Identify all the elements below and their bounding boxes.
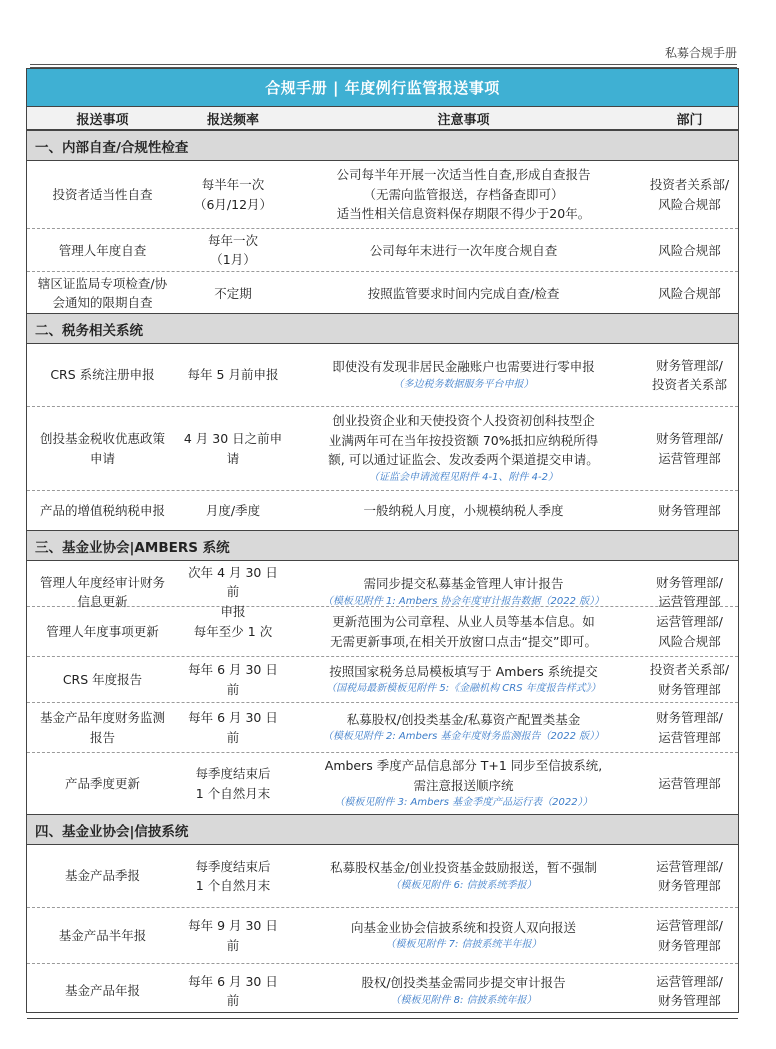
cell-department [639,161,740,228]
cell-notes [288,703,639,752]
cell-item [27,344,178,406]
department-text: 投资者关系部 [651,377,727,392]
cell-frequency [178,845,288,907]
frequency-text: 每季度结束后 [195,858,271,874]
frequency-text: 4 月 30 日之前申 [183,431,283,447]
frequency-text: 次年 4 月 30 日前 [188,565,278,600]
cell-frequency [178,753,288,814]
cell-item [27,607,178,656]
cell-frequency [178,657,288,702]
cell-frequency [178,491,288,530]
department-text: 运营管理部 [658,775,721,791]
table-row [27,272,738,314]
note-text: 需注意报送顺序统 [413,777,514,793]
item-text: 基金产品季报 [64,868,140,884]
table-row [27,607,738,657]
cell-notes [288,272,639,315]
frequency-text: 每年 5 月前申报 [187,367,279,383]
item-text: 基金产品年报 [64,983,140,999]
department-text: 财务管理部/ [656,357,723,373]
note-reference: （国税局最新模板见附件 5:《金融机构 CRS 年度报告样式》） [326,683,601,695]
note-text: 股权/创投类基金需同步提交审计报告 [361,975,566,991]
frequency-text: 每年 6 月 30 日前 [188,973,278,1008]
department-text: 运营管理部/ [656,918,723,934]
item-text: CRS 年度报告 [62,671,143,687]
cell-item [27,407,178,490]
column-header-notes: 注意事项 [437,112,490,128]
note-reference: （多边税务数据服务平台申报） [393,378,534,390]
table-row [27,753,738,815]
section-heading: 四、基金业协会|信披系统 [27,815,738,845]
note-text: 无需更新事项,在相关开放窗口点击“提交”即可。 [330,633,597,649]
cell-notes [288,607,639,656]
column-header-department: 部门 [676,112,703,128]
cell-frequency [178,161,288,228]
department-text: 财务管理部 [658,502,721,518]
section-heading: 二、税务相关系统 [27,314,738,344]
note-text: 按照监管要求时间内完成自查/检查 [367,285,560,301]
frequency-text: 请 [226,450,240,466]
department-text: 财务管理部 [658,937,721,953]
item-text: 管理人年度经审计财务 [39,574,165,590]
frequency-text: 1 个自然月末 [195,878,271,893]
column-header-frequency: 报送频率 [206,112,259,128]
note-reference: （模板见附件 8: 信披系统年报） [390,994,537,1006]
frequency-text: 每季度结束后 [195,766,271,782]
cell-department [639,908,740,963]
item-text: 辖区证监局专项检查/协 [37,276,168,291]
frequency-text: 每年 6 月 30 日前 [188,710,278,745]
department-text: 运营管理部/ [656,614,723,630]
department-text: 投资者关系部/ [649,177,730,193]
frequency-text: 每半年一次 [201,177,265,193]
cell-department [639,703,740,752]
note-text: 额, 可以通过证监会、发改委两个渠道提交申请。 [328,452,599,468]
item-text: 基金产品年度财务监测 [39,710,165,726]
item-text: 会通知的限期自查 [52,295,153,311]
item-text: 投资者适当性自查 [52,186,153,202]
note-reference: （证监会申请流程见附件 4-1、附件 4-2） [368,471,559,483]
note-text: （无需向监管报送，存档备查即可） [363,186,564,202]
table-row [27,344,738,407]
column-header-row [27,107,738,131]
department-text: 投资者关系部/ [649,662,730,678]
department-text: 运营管理部 [658,594,721,610]
frequency-text: （6月/12月） [193,196,273,212]
cell-frequency [178,703,288,752]
frequency-text: 申报 [220,603,246,619]
item-text: 报告 [89,729,115,745]
note-reference: （模板见附件 7: 信披系统半年报） [385,939,542,951]
running-header: 私募合规手册 [30,44,737,65]
cell-frequency [178,272,288,315]
department-text: 运营管理部/ [656,858,723,874]
table-body [27,131,738,1019]
note-text: 私募股权/创投类基金/私募资产配置类基金 [346,711,581,727]
note-reference: （模板见附件 2: Ambers 基金年度财务监测报告（2022 版）） [322,731,605,743]
frequency-text: 每年 9 月 30 日前 [188,918,278,953]
table-row [27,964,738,1019]
department-text: 风险合规部 [658,633,721,649]
cell-notes [288,753,639,814]
table-row [27,845,738,908]
cell-frequency [178,607,288,656]
table-row [27,161,738,229]
table-row [27,703,738,753]
cell-department [639,657,740,702]
item-text: CRS 系统注册申报 [50,367,155,383]
cell-department [639,753,740,814]
frequency-text: 每年至少 1 次 [193,623,273,639]
frequency-text: 不定期 [214,285,252,301]
note-reference: （模板见附件 3: Ambers 基金季度产品运行表（2022）） [334,796,593,808]
compliance-table [26,68,739,1013]
note-text: 私募股权基金/创业投资基金鼓励报送，暂不强制 [330,860,597,876]
cell-item [27,703,178,752]
cell-department [639,229,740,272]
cell-item [27,491,178,530]
item-text: 产品的增值税纳税申报 [39,502,165,518]
cell-item [27,272,178,315]
note-text: 需同步提交私募基金管理人审计报告 [363,576,564,592]
table-title: 合规手册 | 年度例行监管报送事项 [27,69,738,107]
cell-department [639,407,740,490]
table-row [27,491,738,531]
cell-notes [288,657,639,702]
cell-item [27,229,178,272]
department-text: 财务管理部/ [656,574,723,590]
note-text: 按照国家税务总局模板填写于 Ambers 系统提交 [329,663,598,679]
item-text: 管理人年度事项更新 [46,623,159,639]
note-text: 创业投资企业和天使投资个人投资初创科技型企 [332,413,595,429]
cell-item [27,845,178,907]
item-text: 基金产品半年报 [58,927,147,943]
department-text: 运营管理部/ [656,973,723,989]
cell-department [639,272,740,315]
frequency-text: 月度/季度 [205,502,261,518]
table-row [27,407,738,491]
cell-item [27,908,178,963]
cell-frequency [178,229,288,272]
cell-department [639,344,740,406]
table-row [27,229,738,272]
department-text: 风险合规部 [658,242,721,258]
cell-department [639,845,740,907]
department-text: 运营管理部 [658,450,721,466]
note-text: 公司每半年开展一次适当性自查,形成自查报告 [336,167,591,183]
cell-item [27,657,178,702]
cell-frequency [178,964,288,1018]
frequency-text: 1 个自然月末 [195,785,271,801]
cell-item [27,753,178,814]
cell-department [639,607,740,656]
table-row [27,657,738,703]
cell-notes [288,845,639,907]
item-text: 申请 [89,450,115,466]
table-row [27,561,738,619]
item-text: 管理人年度自查 [58,242,147,258]
note-text: 向基金业协会信披系统和投资人双向报送 [350,919,576,935]
cell-frequency [178,908,288,963]
note-text: Ambers 季度产品信息部分 T+1 同步至信披系统, [324,758,603,774]
department-text: 财务管理部 [658,878,721,893]
department-text: 财务管理部/ [656,710,723,726]
item-text: 产品季度更新 [64,775,140,791]
cell-frequency [178,344,288,406]
cell-notes [288,908,639,963]
note-text: 公司每年末进行一次年度合规自查 [369,242,558,258]
item-text: 创投基金税收优惠政策 [39,431,165,447]
cell-notes [288,491,639,530]
note-text: 即使没有发现非居民金融账户也需要进行零申报 [332,359,595,375]
cell-item [27,161,178,228]
note-text: 业满两年可在当年按投资额 70%抵扣应纳税所得 [328,432,599,448]
frequency-text: （1月） [210,252,256,268]
section-heading: 三、基金业协会|AMBERS 系统 [27,531,738,561]
department-text: 风险合规部 [658,196,721,212]
cell-item [27,964,178,1018]
cell-notes [288,407,639,490]
department-text: 风险合规部 [658,285,721,301]
department-text: 财务管理部 [658,993,721,1008]
cell-notes [288,964,639,1018]
cell-notes [288,161,639,228]
column-header-item: 报送事项 [76,112,129,128]
department-text: 财务管理部/ [656,431,723,447]
cell-department [639,491,740,530]
cell-department [639,964,740,1018]
cell-notes [288,229,639,272]
note-reference: （模板见附件 6: 信披系统季报） [390,879,537,891]
department-text: 运营管理部 [658,729,721,745]
frequency-text: 每年 6 月 30 日前 [188,662,278,697]
section-heading: 一、内部自查/合规性检查 [27,131,738,161]
note-reference: （模板见附件 1: Ambers 协会年度审计报告数据（2022 版）） [322,595,605,607]
note-text: 更新范围为公司章程、从业人员等基本信息。如 [332,614,595,630]
item-text: 信息更新 [77,594,128,610]
cell-frequency [178,407,288,490]
note-text: 适当性相关信息资料保存期限不得少于20年。 [336,206,591,222]
department-text: 财务管理部 [658,681,721,697]
note-text: 一般纳税人月度，小规模纳税人季度 [363,502,564,518]
table-row [27,908,738,964]
frequency-text: 每年一次 [207,233,258,248]
cell-notes [288,344,639,406]
